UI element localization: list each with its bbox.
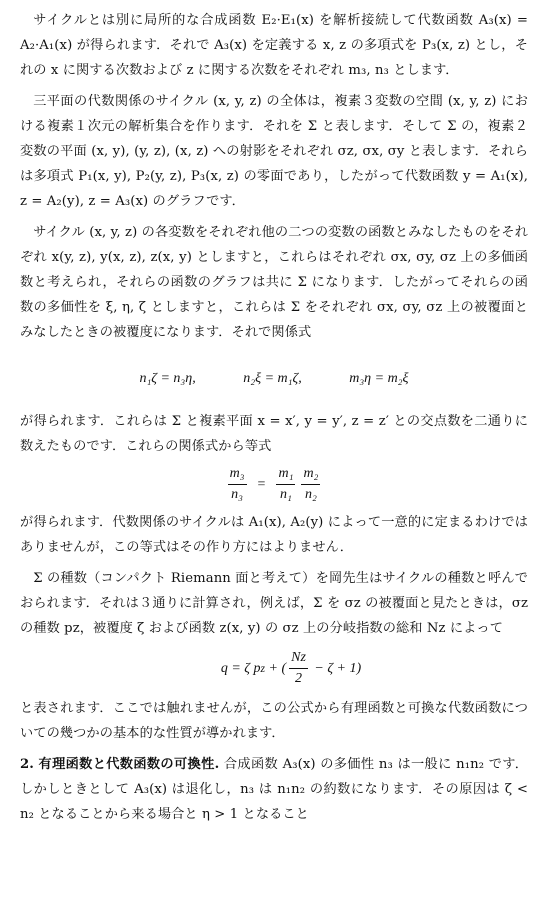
paragraph-4: が得られます．これらは Σ と複素平面 x = x′, y = y′, z = z′ との交点数を二通りに数えたものです．これらの関係式から等式: [20, 414, 528, 454]
genus-lhs: q = ζ p: [220, 660, 261, 676]
fraction-nz-2: $\frac{Nz}{2}$: [291, 650, 306, 686]
paragraph-3: サイクル (x, y, z) の各変数をそれぞれ他の二つの変数の函数とみなしたものをそれぞれ x(y, z), y(x, z), z(x, y) としますと，これらはそれぞれ σx, σy, σz 上の多価函数と考えられ，それらの函数のグラフは共に Σ になります．したがってそれらの函数の多価性を ξ, η, ζ としますと，これらは Σ をそれぞれ σx, σy, σz 上の被覆面とみなしたときの被覆度になります．それで関係式: [20, 225, 528, 340]
fraction-m1-n1: $\frac{\text{m₁}}{\text{n₁}}$: [278, 466, 294, 502]
relation-2: n₂ξ = m₁ζ,: [243, 371, 302, 386]
fraction-m2-n2: $\frac{\text{m₂}}{\text{n₂}}$: [303, 466, 319, 502]
paragraph-1: サイクルとは別に局所的な合成函数 E₂·E₁(x) を解析接続して代数函数 A₃(x) = A₂·A₁(x) が得られます．それで A₃(x) を定義する x, z の多項式を P₃(x, z) とし，それの x に関する次数および z に関する次数をそれぞれ m₃, n₃ とします．: [20, 13, 528, 78]
page: [20, 8, 528, 833]
ratio-equation: [20, 465, 528, 504]
section-title: 有理函数と代数函数の可換性.: [38, 757, 220, 772]
genus-tail: − ζ + 1): [310, 660, 362, 676]
equals-sign: =: [257, 476, 266, 492]
paragraph-6: Σ の種数（コンパクト Riemann 面と考えて）を岡先生はサイクルの種数と呼んでおられます．それは３通りに計算され，例えば，Σ を σz の被覆面と見たときは，σz の種数 pz，被覆度 ζ および函数 z(x, y) の σz 上の分岐指数の総和 Nz によって: [20, 571, 528, 636]
relation-1: n₁ζ = n₃η,: [139, 371, 196, 386]
genus-formula: [54, 649, 528, 688]
relation-equations: [20, 371, 528, 387]
fraction-m3-n3: $\frac{\text{m₃}}{\text{n₃}}$: [229, 466, 245, 502]
paragraph-7: と表されます．ここでは触れませんが，この公式から有理函数と可換な代数函数についての幾つかの基本的な性質が導かれます．: [20, 701, 528, 741]
paragraph-2: 三平面の代数関係のサイクル (x, y, z) の全体は，複素３変数の空間 (x, y, z) における複素１次元の解析集合を作ります．それを Σ と表します．そして Σ の，複素２変数の平面 (x, y), (y, z), (x, z) への射影をそれぞれ σz, σx, σy と表します．それらは多項式 P₁(x, y), P₂(y, z), P₃(x, z) の零面であり，したがって代数函数 y = A₁(x), z = A₂(y), z = A₃(x) のグラフです．: [20, 94, 528, 209]
section-number: 2.: [20, 757, 34, 772]
paragraph-5: が得られます．代数関係のサイクルは A₁(x), A₂(y) によって一意的に定まるわけではありませんが，この等式はその作り方にはよりません．: [20, 515, 528, 555]
genus-sub: z: [260, 662, 266, 675]
section-2-paragraph: [20, 752, 528, 827]
section-body: 合成函数 A₃(x) の多価性 n₃ は一般に n₁n₂ です．しかしときとして A₃(x) は退化し，n₃ は n₁n₂ の約数になります．その原因は ζ < n₂ となることから来る場合と η > 1 となること: [20, 757, 529, 822]
relation-3: m₃η = m₂ξ: [349, 371, 409, 386]
genus-open: + (: [265, 660, 287, 676]
